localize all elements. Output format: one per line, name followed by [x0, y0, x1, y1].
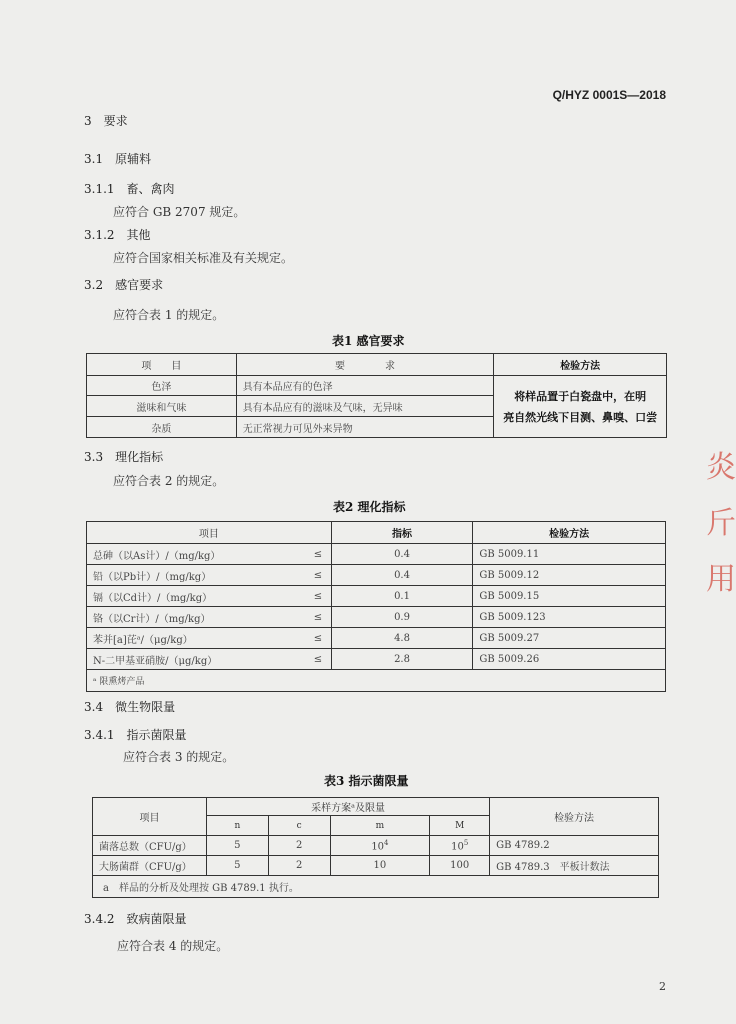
section-title: 微生物限量	[115, 700, 176, 714]
table-cell: 总砷（以As计）/（mg/kg）	[87, 544, 306, 565]
method-line: 将样品置于白瓷盘中，在明	[514, 389, 647, 403]
table-2-footnote: ᵃ 限熏烤产品	[87, 670, 666, 692]
table-3-sub-c: c	[268, 816, 330, 836]
table-cell: GB 5009.27	[473, 628, 666, 649]
table-2-header-limit: 指标	[331, 522, 473, 544]
section-number: 3.2	[84, 278, 104, 292]
stamp-char: 炎	[706, 450, 736, 485]
table-row	[93, 836, 659, 856]
section-3-1-2-heading	[84, 226, 151, 243]
section-number: 3.1.1	[84, 182, 115, 196]
le-symbol: ≤	[305, 607, 331, 628]
table-cell: 4.8	[331, 628, 473, 649]
table-3-header-item: 项目	[93, 798, 207, 836]
section-3-4-heading	[84, 698, 175, 715]
section-title: 指示菌限量	[126, 728, 187, 742]
table-cell: 2.8	[331, 649, 473, 670]
table-row	[87, 565, 666, 586]
table-cell: GB 5009.11	[473, 544, 666, 565]
table-row	[93, 856, 659, 876]
table-1-header-item: 项 目	[87, 354, 237, 376]
section-title: 理化指标	[115, 450, 164, 464]
table-cell: 铅（以Pb计）/（mg/kg）	[87, 565, 306, 586]
table-row	[87, 586, 666, 607]
table-1-header-requirement: 要 求	[236, 354, 494, 376]
table-3	[92, 797, 659, 898]
section-3-1-2-text: 应符合国家相关标准及有关规定。	[113, 251, 294, 265]
value-exponent: 5	[463, 838, 469, 847]
table-cell: 大肠菌群（CFU/g）	[93, 856, 207, 876]
section-3-1-1-text: 应符合 GB 2707 规定。	[113, 205, 246, 219]
section-3-2-heading	[84, 276, 163, 293]
table-1-header-method: 检验方法	[494, 354, 667, 376]
section-3-4-2-text: 应符合表 4 的规定。	[117, 939, 229, 953]
table-cell: 0.4	[331, 565, 473, 586]
section-title: 致病菌限量	[126, 912, 187, 926]
table-row	[87, 649, 666, 670]
table-3-sub-M: M	[430, 816, 490, 836]
section-3-4-1-heading	[84, 726, 187, 743]
section-title: 畜、禽肉	[126, 182, 175, 196]
table-cell: 0.1	[331, 586, 473, 607]
table-3-header-plan: 采样方案ᵃ及限量	[206, 798, 489, 816]
table-cell	[330, 836, 430, 856]
table-cell: 100	[430, 856, 490, 876]
table-3-sub-n: n	[206, 816, 268, 836]
table-cell: 苯并[a]芘ᵃ/（μg/kg）	[87, 628, 306, 649]
le-symbol: ≤	[305, 544, 331, 565]
table-3-caption: 表3 指示菌限量	[324, 774, 409, 788]
table-cell: 杂质	[87, 417, 237, 438]
le-symbol: ≤	[305, 649, 331, 670]
value-base: 10	[371, 841, 385, 853]
section-title: 要求	[103, 114, 128, 128]
section-3-4-2-heading	[84, 910, 187, 927]
table-cell: 0.9	[331, 607, 473, 628]
table-cell: 无正常视力可见外来异物	[236, 417, 494, 438]
value-exponent: 4	[384, 838, 389, 847]
le-symbol: ≤	[305, 628, 331, 649]
value-base: 10	[451, 841, 464, 853]
table-row	[87, 376, 667, 396]
table-cell: 5	[206, 836, 268, 856]
section-number: 3.1	[84, 152, 104, 166]
table-cell: 滋味和气味	[87, 396, 237, 417]
table-cell: GB 5009.26	[473, 649, 666, 670]
table-cell: 具有本品应有的滋味及气味，无异味	[236, 396, 494, 417]
section-title: 感官要求	[115, 278, 164, 292]
page-number: 2	[659, 980, 666, 993]
table-1-method-cell	[494, 376, 667, 438]
table-3-header-method: 检验方法	[490, 798, 659, 836]
table-cell: GB 4789.2	[490, 836, 659, 856]
stamp-char: 斤	[706, 506, 736, 541]
table-row	[87, 607, 666, 628]
stamp-char: 用	[706, 562, 736, 597]
section-title: 原辅料	[115, 152, 152, 166]
section-3-4-1-text: 应符合表 3 的规定。	[123, 750, 235, 764]
section-number: 3.4	[84, 700, 104, 714]
table-3-sub-m: m	[330, 816, 430, 836]
section-3-1-1-heading	[84, 180, 175, 197]
table-1	[86, 353, 667, 438]
section-number: 3.3	[84, 450, 104, 464]
le-symbol: ≤	[305, 586, 331, 607]
table-cell: 铬（以Cr计）/（mg/kg）	[87, 607, 306, 628]
table-cell: 5	[206, 856, 268, 876]
section-number: 3.4.1	[84, 728, 115, 742]
table-cell: GB 5009.123	[473, 607, 666, 628]
table-2-header-item: 项目	[87, 522, 332, 544]
section-3-2-text: 应符合表 1 的规定。	[113, 308, 225, 322]
table-cell: GB 5009.12	[473, 565, 666, 586]
document-code: Q/HYZ 0001S—2018	[552, 88, 666, 102]
section-title: 其他	[126, 228, 151, 242]
table-2-header-method: 检验方法	[473, 522, 666, 544]
section-number: 3	[84, 114, 92, 128]
table-2	[86, 521, 666, 692]
table-cell: 具有本品应有的色泽	[236, 376, 494, 396]
table-cell: 菌落总数（CFU/g）	[93, 836, 207, 856]
table-cell: 2	[268, 856, 330, 876]
table-cell: 2	[268, 836, 330, 856]
table-cell: GB 4789.3 平板计数法	[490, 856, 659, 876]
table-row	[87, 544, 666, 565]
table-cell: N-二甲基亚硝胺/（μg/kg）	[87, 649, 306, 670]
table-cell: 镉（以Cd计）/（mg/kg）	[87, 586, 306, 607]
table-cell: 0.4	[331, 544, 473, 565]
table-3-footnote: a 样品的分析及处理按 GB 4789.1 执行。	[93, 876, 659, 898]
table-cell: 色泽	[87, 376, 237, 396]
seal-stamp	[704, 440, 736, 610]
method-line: 亮自然光线下目测、鼻嗅、口尝	[503, 410, 658, 424]
section-number: 3.1.2	[84, 228, 115, 242]
table-cell	[430, 836, 490, 856]
table-cell: GB 5009.15	[473, 586, 666, 607]
table-row	[87, 628, 666, 649]
section-3-heading	[84, 112, 128, 129]
section-number: 3.4.2	[84, 912, 115, 926]
table-cell: 10	[330, 856, 430, 876]
section-3-3-heading	[84, 448, 163, 465]
table-2-caption: 表2 理化指标	[333, 500, 406, 514]
section-3-3-text: 应符合表 2 的规定。	[113, 474, 225, 488]
le-symbol: ≤	[305, 565, 331, 586]
table-1-caption: 表1 感官要求	[332, 334, 405, 348]
section-3-1-heading	[84, 150, 151, 167]
